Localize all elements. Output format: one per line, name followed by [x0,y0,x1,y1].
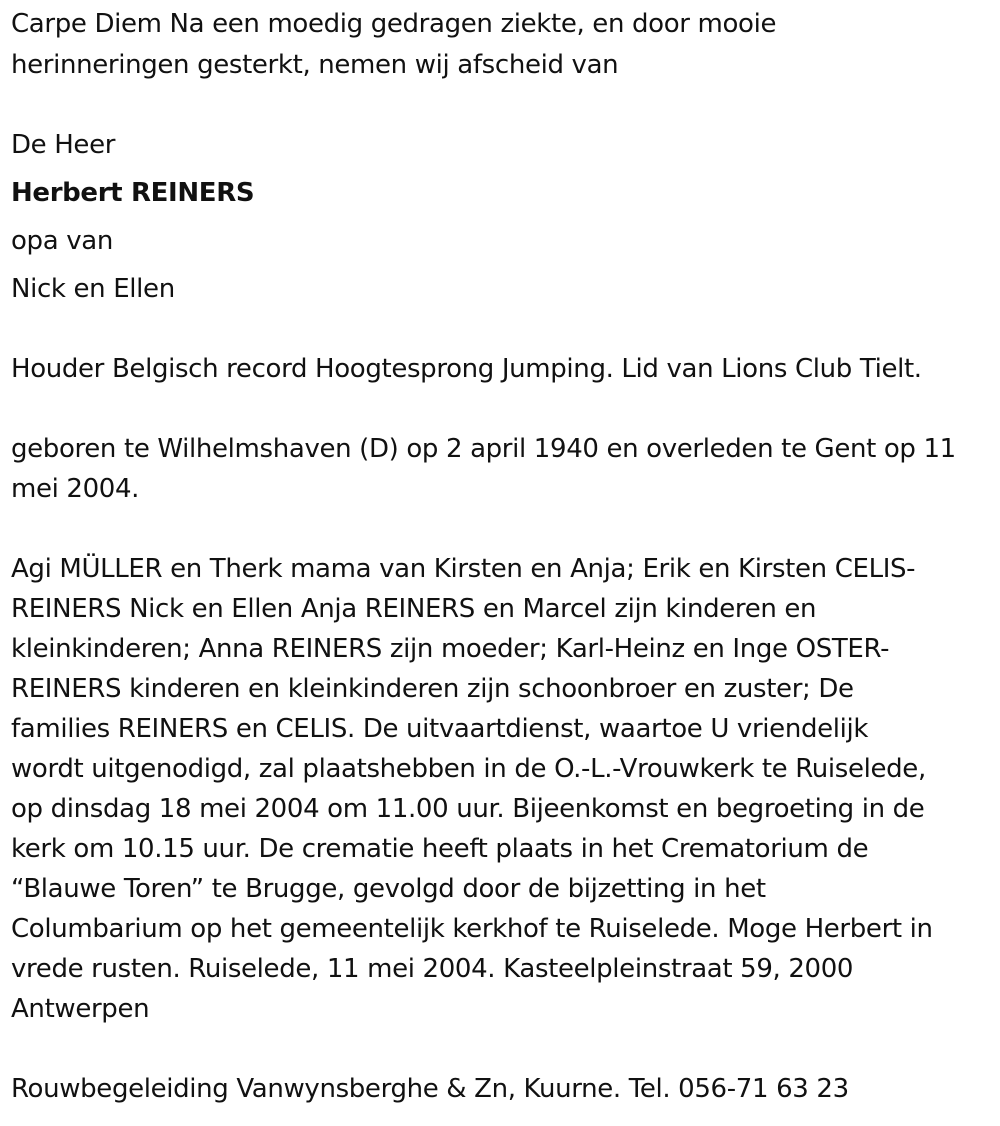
family-notice-line-6: wordt uitgenodigd, zal plaatshebben in de O.-L.-Vrouwkerk te Ruiselede, [11,754,926,784]
birth-death-line-2: mei 2004. [11,474,140,504]
family-notice-line-1: Agi MÜLLER en Therk mama van Kirsten en Anja; Erik en Kirsten CELIS- [11,554,916,584]
intro-line-2: herinneringen gesterkt, nemen wij afscheid van [11,50,619,80]
family-notice-line-3: kleinkinderen; Anna REINERS zijn moeder; Karl-Heinz en Inge OSTER- [11,634,890,664]
relation-line: opa van [11,226,113,256]
family-notice-line-11: vrede rusten. Ruiselede, 11 mei 2004. Kasteelpleinstraat 59, 2000 [11,954,854,984]
family-notice-line-5: families REINERS en CELIS. De uitvaartdienst, waartoe U vriendelijk [11,714,869,744]
family-notice-line-10: Columbarium op het gemeentelijk kerkhof te Ruiselede. Moge Herbert in [11,914,933,944]
family-notice-line-12: Antwerpen [11,994,150,1024]
salutation: De Heer [11,130,116,160]
birth-death-line-1: geboren te Wilhelmshaven (D) op 2 april 1940 en overleden te Gent op 11 [11,434,956,464]
family-notice-line-2: REINERS Nick en Ellen Anja REINERS en Marcel zijn kinderen en [11,594,817,624]
deceased-name: Herbert REINERS [11,178,255,208]
grandchildren: Nick en Ellen [11,274,175,304]
intro-line-1: Carpe Diem Na een moedig gedragen ziekte, en door mooie [11,9,777,39]
funeral-director: Rouwbegeleiding Vanwynsberghe & Zn, Kuurne. Tel. 056-71 63 23 [11,1074,849,1104]
achievements: Houder Belgisch record Hoogtesprong Jumping. Lid van Lions Club Tielt. [11,354,922,384]
family-notice-line-8: kerk om 10.15 uur. De crematie heeft plaats in het Crematorium de [11,834,869,864]
family-notice-line-4: REINERS kinderen en kleinkinderen zijn schoonbroer en zuster; De [11,674,854,704]
family-notice-line-7: op dinsdag 18 mei 2004 om 11.00 uur. Bijeenkomst en begroeting in de [11,794,925,824]
family-notice-line-9: “Blauwe Toren” te Brugge, gevolgd door de bijzetting in het [11,874,766,904]
